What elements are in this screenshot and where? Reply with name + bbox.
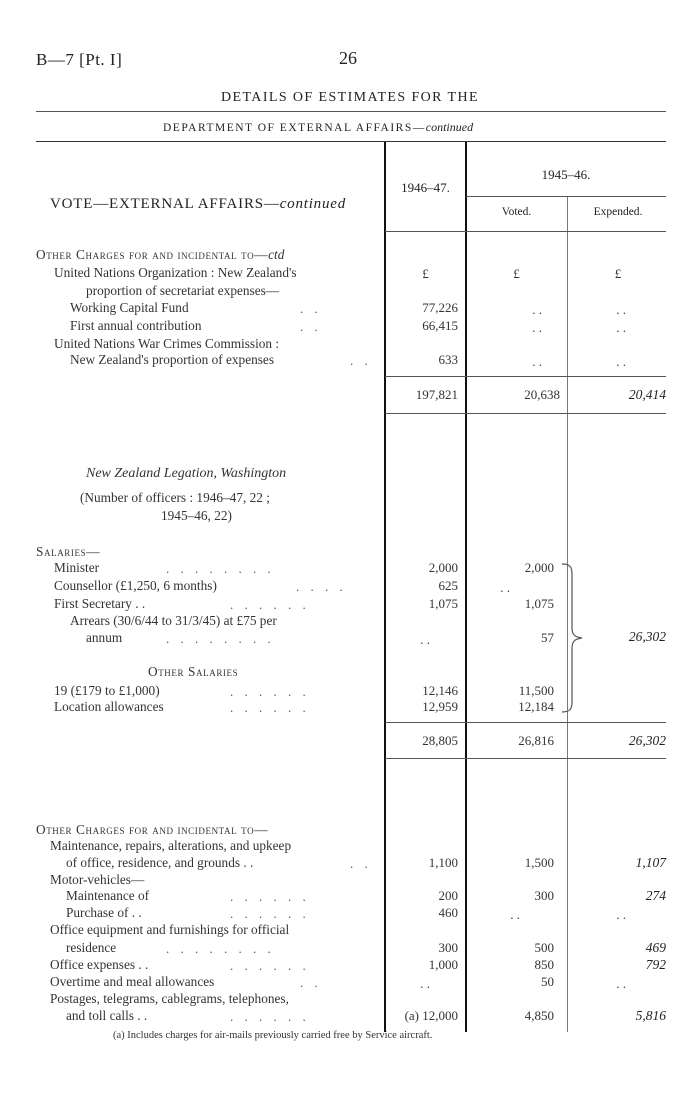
value-cell: . . xyxy=(510,907,520,922)
section-heading-text: Other Charges for and incidental to— xyxy=(36,247,269,262)
section-heading-other-charges-2: Other Charges for and incidental to— xyxy=(36,822,269,837)
row-label-counsellor: Counsellor (£1,250, 6 months) xyxy=(54,578,217,593)
value-cell: 5,816 xyxy=(635,1008,666,1023)
row-label-first-secretary: First Secretary . . xyxy=(54,596,146,611)
leader-dots: . . . . xyxy=(296,579,347,594)
row-label-maintenance: Maintenance, repairs, alterations, and upkeep xyxy=(50,838,292,853)
top-rule xyxy=(36,141,666,142)
row-label-arrears: Arrears (30/6/44 to 31/3/45) at £75 per xyxy=(70,613,277,628)
leader-dots: . . xyxy=(300,301,322,316)
page-title: DETAILS OF ESTIMATES FOR THE xyxy=(221,90,479,105)
value-cell: 12,146 xyxy=(422,683,458,698)
salaries-heading: Salaries— xyxy=(36,544,101,559)
value-cell: . . xyxy=(532,302,542,317)
value-cell: . . xyxy=(420,632,430,647)
leader-dots: . . xyxy=(300,975,322,990)
other-salaries-heading: Other Salaries xyxy=(148,664,239,679)
currency-symbol: £ xyxy=(614,266,622,281)
value-cell: 500 xyxy=(534,940,554,955)
row-label-mv-maintenance: Maintenance of xyxy=(66,888,150,903)
column-header-expended: Expended. xyxy=(593,206,643,218)
value-cell: . . xyxy=(532,354,542,369)
value-cell: 469 xyxy=(645,940,666,955)
department-title xyxy=(163,120,473,135)
footnote: (a) Includes charges for air-mails previously carried free by Service aircraft. xyxy=(113,1030,433,1041)
subtotal-est: 197,821 xyxy=(415,387,458,402)
value-cell: 792 xyxy=(645,957,666,972)
row-label-war-crimes: New Zealand's proportion of expenses xyxy=(70,352,275,367)
subtotal-rule-bottom xyxy=(385,413,666,414)
column-header-1945-46: 1945–46. xyxy=(541,167,591,182)
value-cell: . . xyxy=(616,320,626,335)
leader-dots: . . . . . . xyxy=(230,700,310,715)
row-label-maintenance-cont: of office, residence, and grounds . . xyxy=(66,855,254,870)
row-label-arrears-cont: annum xyxy=(86,630,123,645)
value-cell: 77,226 xyxy=(422,300,458,315)
leader-dots: . . xyxy=(350,353,372,368)
leader-dots: . . xyxy=(350,856,372,871)
value-cell: 4,850 xyxy=(524,1008,554,1023)
column-header-1946-47: 1946–47. xyxy=(401,180,450,195)
value-cell: (a) 12,000 xyxy=(404,1008,458,1023)
row-label-equipment-cont: residence xyxy=(66,940,117,955)
leader-dots: . . . . . . xyxy=(230,906,310,921)
row-label-mv-purchase: Purchase of . . xyxy=(66,905,142,920)
row-label-location: Location allowances xyxy=(54,699,164,714)
row-label-first-contribution: First annual contribution xyxy=(70,318,202,333)
subtotal-voted: 26,816 xyxy=(518,733,554,748)
value-cell: 625 xyxy=(438,578,458,593)
value-cell: 300 xyxy=(534,888,554,903)
legation-officers-cont: 1945–46, 22) xyxy=(161,508,232,523)
subtotal-expended: 20,414 xyxy=(628,387,666,402)
section-heading-ctd: ctd xyxy=(268,247,285,262)
value-cell: 850 xyxy=(534,957,554,972)
value-cell: 633 xyxy=(438,352,458,367)
leader-dots: . . . . . . . . xyxy=(166,561,275,576)
leader-dots: . . . . . . xyxy=(230,958,310,973)
value-cell: . . xyxy=(616,907,626,922)
leader-dots: . . xyxy=(300,319,322,334)
currency-symbol: £ xyxy=(513,266,520,281)
page-number: 26 xyxy=(339,48,357,68)
leader-dots: . . . . . . xyxy=(230,684,310,699)
column-header-voted: Voted. xyxy=(501,206,532,218)
value-cell: 1,075 xyxy=(524,596,554,611)
bracket-expended-value: 26,302 xyxy=(628,629,666,644)
row-label-overtime: Overtime and meal allowances xyxy=(50,974,215,989)
value-cell: 300 xyxy=(438,940,458,955)
row-label-motor-vehicles: Motor-vehicles— xyxy=(50,872,145,887)
leader-dots: . . . . . . xyxy=(230,1009,310,1024)
row-label-postages: Postages, telegrams, cablegrams, telephones, xyxy=(50,991,289,1006)
value-cell: 12,959 xyxy=(422,699,458,714)
legation-title: New Zealand Legation, Washington xyxy=(86,466,287,481)
value-cell: 66,415 xyxy=(422,318,458,333)
title-rule xyxy=(36,111,666,112)
value-cell: . . xyxy=(500,580,510,595)
subtotal-expended: 26,302 xyxy=(628,733,666,748)
subtotal-rule xyxy=(385,376,666,377)
vote-heading-text: VOTE—EXTERNAL AFFAIRS— xyxy=(50,196,280,212)
group-header-rule xyxy=(466,196,666,197)
row-label: proportion of secretariat expenses— xyxy=(86,283,280,298)
value-cell: 2,000 xyxy=(524,560,554,575)
section-heading-other-charges xyxy=(36,247,284,263)
row-label-working-capital: Working Capital Fund xyxy=(70,300,189,315)
value-cell: 2,000 xyxy=(428,560,458,575)
row-label-postages-cont: and toll calls . . xyxy=(66,1008,148,1023)
value-cell: 1,075 xyxy=(428,596,458,611)
value-cell: . . xyxy=(616,976,626,991)
value-cell: 57 xyxy=(541,630,554,645)
subtotal-est: 28,805 xyxy=(422,733,458,748)
leader-dots: . . . . . . xyxy=(230,597,310,612)
row-label: United Nations War Crimes Commission : xyxy=(54,336,280,351)
row-label: United Nations Organization : New Zealand's xyxy=(54,265,297,280)
department-title-text: DEPARTMENT OF EXTERNAL AFFAIRS— xyxy=(163,122,426,134)
department-title-continued: continued xyxy=(425,120,474,134)
value-cell: 11,500 xyxy=(518,683,554,698)
value-cell: 1,500 xyxy=(524,855,554,870)
vote-heading xyxy=(50,196,346,213)
vote-heading-continued: continued xyxy=(279,196,347,212)
value-cell: . . xyxy=(420,976,430,991)
row-label-equipment: Office equipment and furnishings for official xyxy=(50,922,290,937)
value-cell: . . xyxy=(532,320,542,335)
leader-dots: . . . . . . . . xyxy=(166,941,275,956)
subtotal-rule-bottom xyxy=(385,758,666,759)
value-cell: 274 xyxy=(645,888,666,903)
leader-dots: . . . . . . xyxy=(230,889,310,904)
value-cell: 50 xyxy=(541,974,554,989)
legation-officers: (Number of officers : 1946–47, 22 ; xyxy=(80,490,270,505)
value-cell: 12,184 xyxy=(518,699,554,714)
subtotal-voted: 20,638 xyxy=(524,387,560,402)
value-cell: 460 xyxy=(438,905,458,920)
column-header-rule xyxy=(385,231,666,232)
row-label-nineteen: 19 (£179 to £1,000) xyxy=(54,683,160,698)
currency-symbol: £ xyxy=(422,266,429,281)
value-cell: 1,100 xyxy=(428,855,458,870)
value-cell: 1,000 xyxy=(428,957,458,972)
document-reference: B—7 [Pt. I] xyxy=(36,50,123,69)
value-cell: 200 xyxy=(438,888,458,903)
row-label-office-expenses: Office expenses . . xyxy=(50,957,149,972)
value-cell: 1,107 xyxy=(635,855,666,870)
row-label-minister: Minister xyxy=(54,560,100,575)
subtotal-rule xyxy=(385,722,666,723)
value-cell: . . xyxy=(616,354,626,369)
value-cell: . . xyxy=(616,302,626,317)
leader-dots: . . . . . . . . xyxy=(166,631,275,646)
